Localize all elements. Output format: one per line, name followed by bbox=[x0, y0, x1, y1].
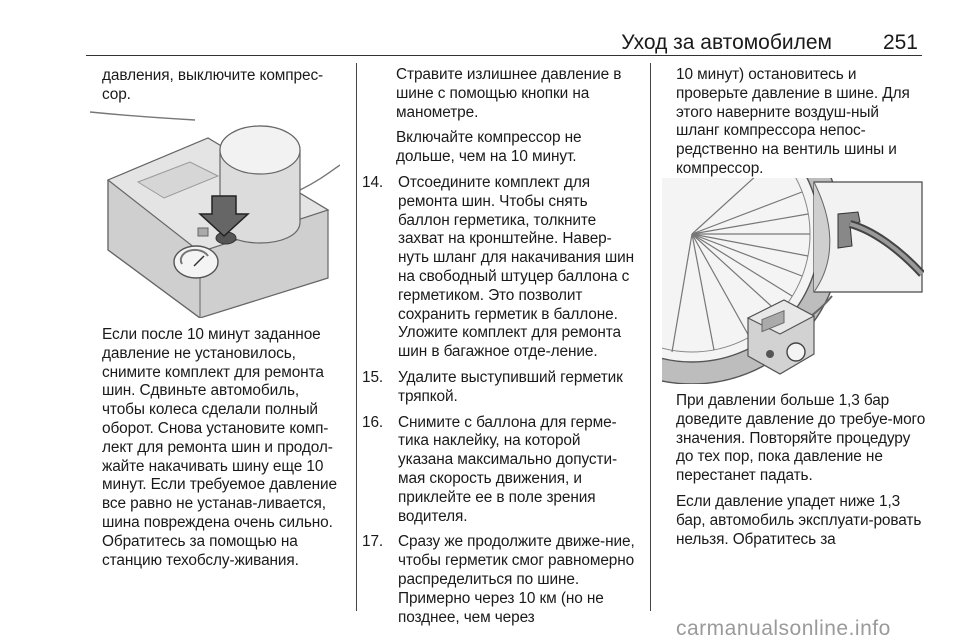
instruction-list bbox=[362, 173, 638, 627]
col3-intro: 10 минут) остановитесь и проверьте давление в шине. Для этого наверните воздуш-ный шланг компрессора непос-редственно на вентиль шины и компрессор. bbox=[676, 66, 910, 177]
column-divider-left bbox=[356, 63, 357, 611]
column-divider-right bbox=[650, 63, 651, 611]
watermark: carmanualsonline.info bbox=[676, 617, 891, 640]
list-item-number: 16. bbox=[362, 413, 384, 431]
col3-paragraph-1: При давлении больше 1,3 бар доведите давление до требуе-мого значения. Повторяйте процедуру до тех пор, пока давление не перестанет падать. bbox=[676, 392, 926, 485]
col1-intro: давления, выключите компрес-сор. bbox=[102, 67, 324, 103]
column-3-body bbox=[676, 392, 926, 549]
column-3 bbox=[676, 66, 926, 179]
column-2 bbox=[362, 66, 638, 627]
page-title: Уход за автомобилем bbox=[621, 31, 832, 54]
list-item bbox=[362, 173, 638, 362]
list-item-text: Удалите выступивший герметик тряпкой. bbox=[398, 368, 623, 405]
list-item bbox=[362, 368, 638, 407]
wheel-valve-compressor-illustration bbox=[662, 178, 924, 384]
list-item-text: Сразу же продолжите движе-ние, чтобы герметик смог равномерно распределиться по шине. Примерно через 10 км (но не позднее, чем через bbox=[398, 533, 635, 626]
column-1-body bbox=[102, 326, 342, 570]
col2-intro-1: Стравите излишнее давление в шине с помощью кнопки на манометре. bbox=[396, 66, 622, 121]
header-divider bbox=[86, 55, 922, 56]
col1-paragraph: Если после 10 минут заданное давление не установилось, снимите комплект для ремонта шин. Сдвиньте автомобиль, чтобы колеса сделали полный оборот. Снова установите комп-лект для ремонта шин и продол-жайте накачивать шину еще 10 минут. Если требуемое давление все равно не устанав-ливается, шина повреждена очень сильно. Обратитесь за помощью на станцию техобслу-живания. bbox=[102, 326, 337, 569]
list-item-text: Снимите с баллона для герме-тика наклейку, на которой указана максимально допусти-мая скорость движения, и приклейте ее в поле зрения водителя. bbox=[398, 413, 617, 525]
tire-compressor-illustration bbox=[90, 110, 340, 318]
col2-intro-2: Включайте компрессор не дольше, чем на 10 минут. bbox=[396, 129, 582, 166]
col3-paragraph-2: Если давление упадет ниже 1,3 бар, автомобиль эксплуати-ровать нельзя. Обратитесь за bbox=[676, 492, 922, 548]
column-1 bbox=[102, 67, 342, 105]
list-item-number: 15. bbox=[362, 368, 384, 386]
list-item-number: 14. bbox=[362, 173, 384, 191]
list-item bbox=[362, 533, 638, 627]
page-number: 251 bbox=[882, 31, 918, 54]
list-item-text: Отсоедините комплект для ремонта шин. Чтобы снять баллон герметика, толкните захват на кронштейне. Навер-нуть шланг для накачивания шин на свободный штуцер баллона с герметиком. Это позволит сохранить герметик в баллоне. Уложите комплект для ремонта шин в багажное отде-ление. bbox=[398, 173, 635, 361]
list-item bbox=[362, 413, 638, 527]
list-item-number: 17. bbox=[362, 533, 384, 551]
